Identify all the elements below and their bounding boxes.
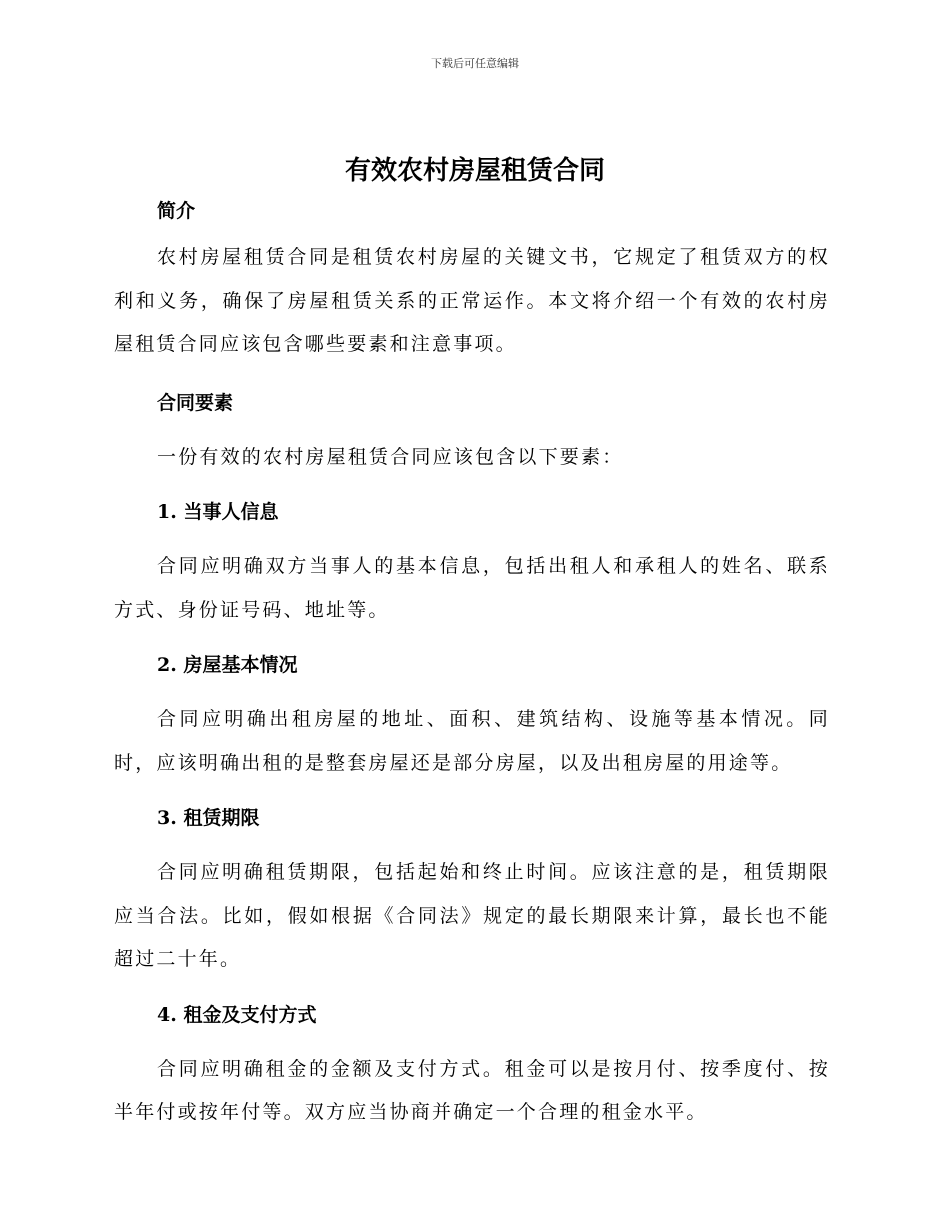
section-paragraph-elements: 一份有效的农村房屋租赁合同应该包含以下要素： xyxy=(157,445,624,468)
section-paragraph-term: 合同应明确租赁期限，包括起始和终止时间。应该注意的是，租赁期限应当合法。比如，假如根据《合同法》规定的最长期限来计算，最长也不能超过二十年。 xyxy=(114,861,830,970)
section-paragraph-rent: 合同应明确租金的金额及支付方式。租金可以是按月付、按季度付、按半年付或按年付等。双方应当协商并确定一个合理的租金水平。 xyxy=(114,1057,830,1123)
document-title: 有效农村房屋租赁合同 xyxy=(344,156,605,186)
section-heading-elements: 合同要素 xyxy=(157,391,234,414)
section-heading-property: 2. 房屋基本情况 xyxy=(157,654,298,676)
section-heading-intro: 简介 xyxy=(157,200,196,222)
document-body xyxy=(114,195,830,1135)
section-paragraph-property: 合同应明确出租房屋的地址、面积、建筑结构、设施等基本情况。同时，应该明确出租的是整套房屋还是部分房屋，以及出租房屋的用途等。 xyxy=(114,708,830,774)
section-heading-rent: 4. 租金及支付方式 xyxy=(157,1003,317,1026)
section-paragraph-parties: 合同应明确双方当事人的基本信息，包括出租人和承租人的姓名、联系方式、身份证号码、地址等。 xyxy=(114,555,830,621)
section-heading-term: 3. 租赁期限 xyxy=(157,807,260,829)
section-heading-parties: 1. 当事人信息 xyxy=(157,501,279,523)
header-note: 下载后可任意编辑 xyxy=(431,57,519,70)
section-paragraph-intro: 农村房屋租赁合同是租赁农村房屋的关键文书，它规定了租赁双方的权利和义务，确保了房屋租赁关系的正常运作。本文将介绍一个有效的农村房屋租赁合同应该包含哪些要素和注意事项。 xyxy=(114,246,830,355)
